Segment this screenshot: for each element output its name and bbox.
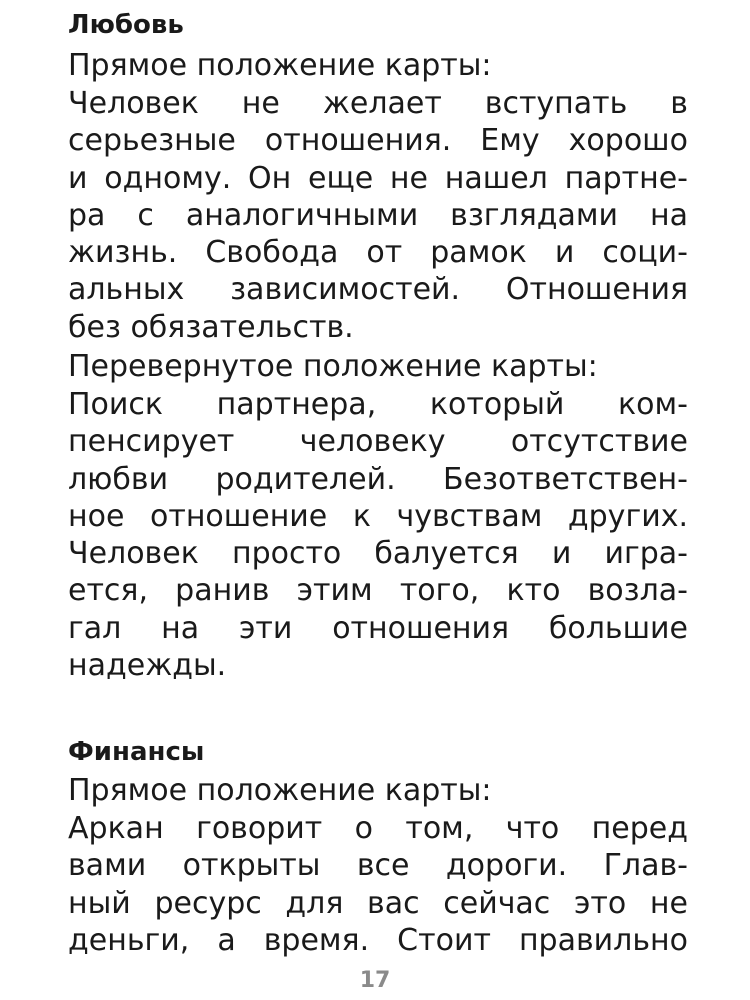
text-line: и одному. Он еще не нашел партне- (68, 160, 688, 196)
text-line: гал на эти отношения большие (68, 610, 688, 646)
text-line: пенсирует человеку отсутствие (68, 424, 688, 460)
text-line: любви родителей. Безответствен- (68, 461, 688, 497)
finance-direct-position-text (68, 810, 688, 959)
section-title-finance: Финансы (68, 737, 205, 767)
text-line: без обязательств. (68, 309, 354, 345)
text-line: ра с аналогичными взглядами на (68, 197, 688, 233)
text-line: Человек просто балуется и игра- (68, 536, 688, 572)
text-line: Аркан говорит о том, что перед (68, 811, 688, 846)
section-title-love: Любовь (68, 10, 184, 40)
page-number: 17 (359, 968, 391, 993)
text-line: ное отношение к чувствам других. (68, 498, 688, 534)
love-reversed-position-text (68, 386, 688, 684)
text-line: Поиск партнера, который ком- (68, 387, 688, 422)
text-line: Человек не желает вступать в (68, 86, 688, 121)
finance-direct-position-label: Прямое положение карты: (68, 773, 492, 808)
text-line: серьезные отношения. Ему хорошо (68, 123, 688, 159)
text-line: деньги, а время. Стоит правильно (68, 922, 688, 958)
text-line: вами открыты все дороги. Глав- (68, 848, 688, 884)
text-line: альных зависимостей. Отношения (68, 272, 688, 308)
love-direct-position-label: Прямое положение карты: (68, 48, 492, 83)
text-line: надежды. (68, 648, 227, 684)
text-line: ный ресурс для вас сейчас это не (68, 885, 688, 921)
love-direct-position-text (68, 85, 688, 346)
text-line: ется, ранив этим того, кто возла- (68, 573, 688, 609)
text-line: жизнь. Свобода от рамок и соци- (68, 235, 688, 271)
love-reversed-position-label: Перевернутое положение карты: (68, 349, 598, 384)
